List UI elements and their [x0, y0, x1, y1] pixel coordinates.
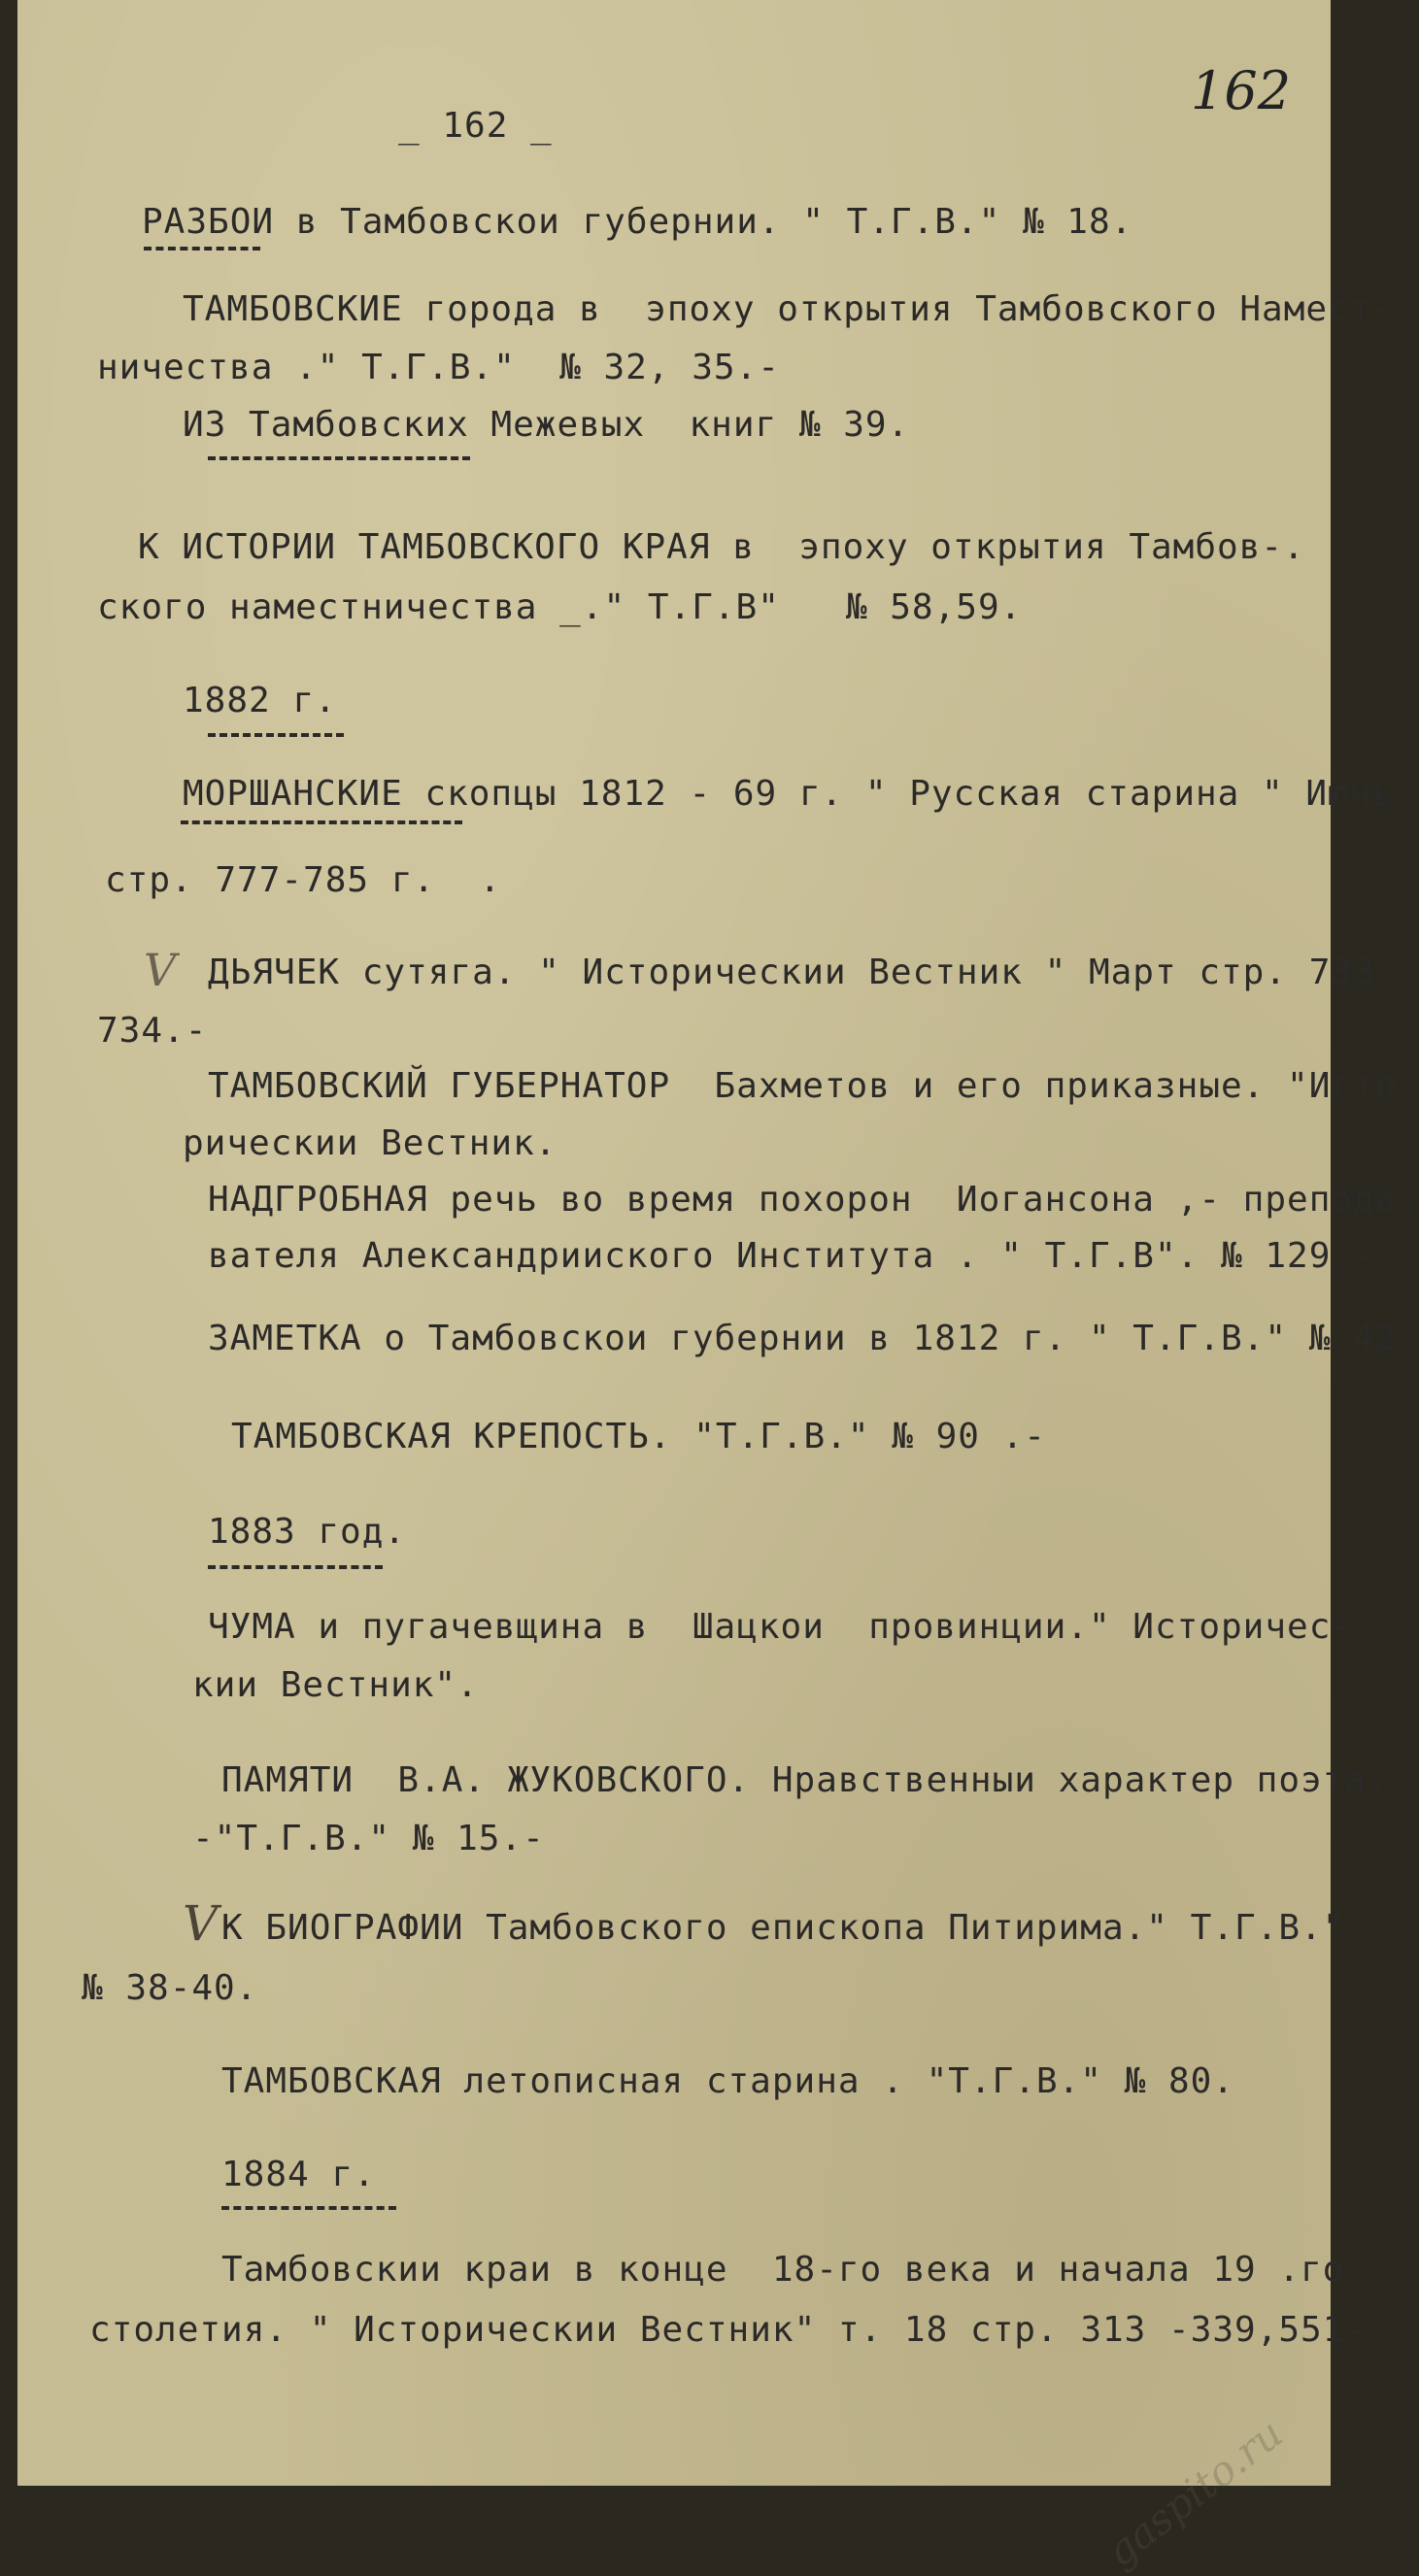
entry-line: столетия. " Историческии Вестник" т. 18 стр. 313 -339,551- [89, 2310, 1368, 2350]
entry-line: -"Т.Г.В." № 15.- [192, 1819, 545, 1858]
entry-line: кии Вестник". [192, 1665, 479, 1705]
underline [181, 820, 462, 824]
entry-line: рическии Вестник. [183, 1123, 557, 1163]
entry-line: РАЗБОИ в Тамбовскои губернии. " Т.Г.В." № 18. [142, 202, 1133, 242]
entry-line: ЧУМА и пугачевщина в Шацкои провинции." Историчес- [208, 1607, 1354, 1647]
entry-line: № 38-40. [82, 1968, 258, 2008]
year-heading: 1883 год. [208, 1512, 407, 1552]
entry-line: ТАМБОВСКИЙ ГУБЕРНАТОР Бахметов и его приказные. "Исто [208, 1066, 1398, 1106]
underline [208, 456, 470, 460]
entry-line: К ИСТОРИИ ТАМБОВСКОГО КРАЯ в эпоху открытия Тамбов-. [138, 527, 1305, 567]
entry-line: МОРШАНСКИЕ скопцы 1812 - 69 г. " Русская старина " Июнь [183, 774, 1395, 814]
entry-line: Тамбовскии краи в конце 18-го века и начала 19 .го [221, 2250, 1345, 2290]
entry-line: ЗАМЕТКА о Тамбовскои губернии в 1812 г. " Т.Г.В." № 42 [208, 1319, 1398, 1358]
entry-line: ТАМБОВСКАЯ КРЕПОСТЬ. "Т.Г.В." № 90 .- [231, 1417, 1046, 1456]
entry-line: ничества ." Т.Г.В." № 32, 35.- [97, 348, 780, 387]
entry-line: ТАМБОВСКИЕ города в эпоху открытия Тамбовского Намест- [183, 289, 1395, 329]
entry-line: ПАМЯТИ В.А. ЖУКОВСКОГО. Нравственныи характер поэта. [221, 1760, 1389, 1800]
page-number-typed: _ 162 _ [398, 106, 553, 146]
underline [208, 1565, 383, 1569]
page-number-handwritten: 162 [1191, 60, 1292, 121]
underline [208, 733, 344, 737]
underline [221, 2206, 396, 2210]
entry-line: 734.- [97, 1011, 208, 1051]
year-heading: 1882 г. [183, 681, 337, 720]
archive-page [17, 0, 1419, 2576]
entry-line: ского наместничества _." Т.Г.В" № 58,59. [97, 587, 1023, 627]
year-heading: 1884 г. [221, 2155, 376, 2194]
entry-line: ДЬЯЧЕК сутяга. " Историческии Вестник " Март стр. 733 [208, 953, 1375, 992]
entry-line: К БИОГРАФИИ Тамбовского епископа Питирима." Т.Г.В." [221, 1908, 1345, 1948]
entry-line: ТАМБОВСКАЯ летописная старина . "Т.Г.В." № 80. [221, 2061, 1234, 2101]
margin-check-mark: V [183, 1895, 219, 1952]
entry-line: стр. 777-785 г. . [105, 860, 502, 900]
entry-line: вателя Александрииского Института . " Т.Г.В". № 129.- [208, 1236, 1375, 1276]
underline [144, 247, 260, 251]
margin-check-mark: V [144, 944, 177, 996]
entry-line: ИЗ Тамбовских Межевых книг № 39. [183, 405, 910, 445]
entry-line: НАДГРОБНАЯ речь во время похорон Иогансона ,- препода- [208, 1180, 1419, 1220]
watermark: gaspito.ru [1097, 2409, 1292, 2576]
